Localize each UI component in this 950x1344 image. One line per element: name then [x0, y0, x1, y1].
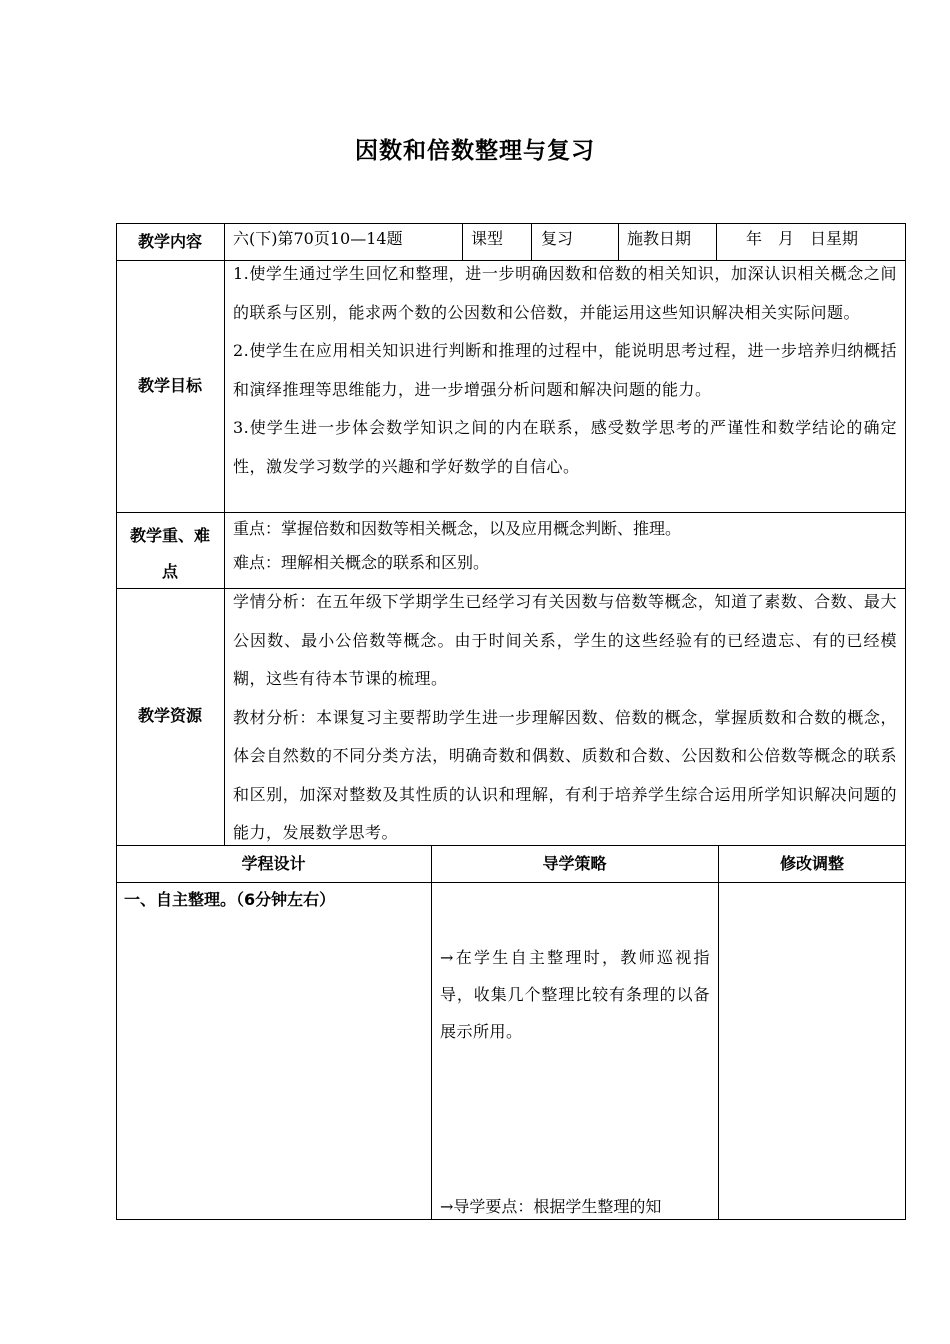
keypoints-label-line1: 教学重、难 — [129, 526, 210, 545]
row-divider — [116, 882, 906, 883]
strategy-note-2: →导学要点：根据学生整理的知 — [440, 1197, 662, 1216]
objective-item: 3.使学生进一步体会数学知识之间的内在联系，感受数学思考的严谨性和数学结论的确定性，激发学习数学的兴趣和学好数学的自信心。 — [233, 418, 897, 476]
page-title: 因数和倍数整理与复习 — [355, 138, 595, 164]
key-point-text: 重点：掌握倍数和因数等相关概念，以及应用概念判断、推理。 — [233, 519, 682, 538]
teaching-date-value: 年 月 日星期 — [746, 229, 859, 248]
revision-header: 修改调整 — [779, 854, 844, 873]
lesson-type-value: 复习 — [541, 229, 574, 248]
strategy-note-1: →在学生自主整理时，教师巡视指导，收集几个整理比较有条理的以备展示所用。 — [440, 948, 710, 1041]
teaching-date-label: 施教日期 — [627, 229, 692, 248]
objective-item: 1.使学生通过学生回忆和整理，进一步明确因数和倍数的相关知识，加深认识相关概念之间的联系与区别，能求两个数的公因数和公倍数，并能运用这些知识解决相关实际问题。 — [233, 264, 897, 322]
resources-text — [233, 583, 897, 853]
keypoints-label-line2: 点 — [161, 562, 178, 581]
teaching-content-label: 教学内容 — [137, 232, 202, 251]
design-header: 学程设计 — [241, 854, 306, 873]
objectives-text — [233, 255, 897, 486]
student-analysis: 学情分析：在五年级下学期学生已经学习有关因数与倍数等概念，知道了素数、合数、最大公因数、最小公倍数等概念。由于时间关系，学生的这些经验有的已经遗忘、有的已经模糊，这些有待本节课的梳理。 — [233, 592, 897, 688]
row-divider — [116, 512, 906, 513]
resources-label: 教学资源 — [137, 706, 202, 725]
keypoints-label — [116, 518, 224, 590]
lesson-type-label: 课型 — [471, 229, 504, 248]
strategy-header: 导学策略 — [542, 854, 607, 873]
difficulty-text: 难点：理解相关概念的联系和区别。 — [233, 553, 490, 572]
section-self-organize: 一、自主整理。（6分钟左右） — [124, 890, 336, 909]
material-analysis: 教材分析：本课复习主要帮助学生进一步理解因数、倍数的概念，掌握质数和合数的概念，体会自然数的不同分类方法，明确奇数和偶数、质数和合数、公因数和公倍数等概念的联系和区别，加深对整数及其性质的认识和理解，有利于培养学生综合运用所学知识解决问题的能力，发展数学思考。 — [233, 707, 897, 842]
column-divider — [224, 223, 225, 845]
column-divider — [718, 845, 719, 1220]
objectives-label: 教学目标 — [137, 376, 202, 395]
column-divider — [431, 845, 432, 1220]
objective-item: 2.使学生在应用相关知识进行判断和推理的过程中，能说明思考过程，进一步培养归纳概括和演绎推理等思维能力，进一步增强分析问题和解决问题的能力。 — [233, 341, 897, 399]
teaching-content-value: 六(下)第70页10—14题 — [233, 229, 403, 248]
